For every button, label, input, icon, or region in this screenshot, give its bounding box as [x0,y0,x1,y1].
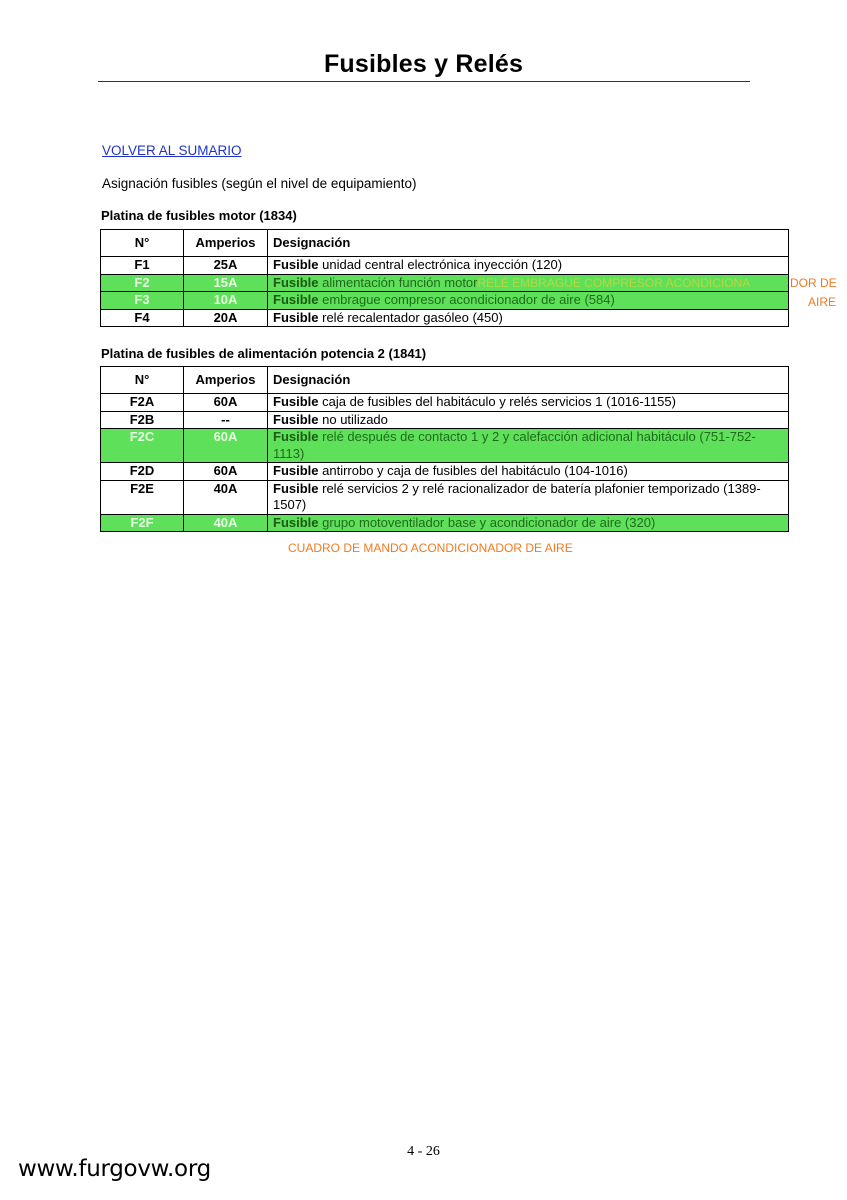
fuse-number: F2A [101,394,184,412]
fuse-label: Fusible [273,394,319,409]
fuse-designation [268,429,789,463]
annotation-tail-1: DOR DE [790,276,837,290]
fuse-designation [268,309,789,327]
fuse-designation [268,463,789,481]
column-header-designation: Designación [268,367,789,394]
fuse-designation [268,514,789,532]
fuse-amperes: 15A [184,274,268,292]
annotation-tail-2: AIRE [808,295,837,309]
fuse-amperes: 25A [184,257,268,275]
fuse-number: F4 [101,309,184,327]
fuse-description: unidad central electrónica inyección (120) [318,257,563,272]
fuse-table-motor [100,229,789,327]
fuse-number: F2D [101,463,184,481]
fuse-label: Fusible [273,309,319,325]
table-row [101,274,789,292]
fuse-number: F1 [101,257,184,275]
annotation-climate-control: CUADRO DE MANDO ACONDICIONADOR DE AIRE [288,541,573,555]
fuse-amperes: 60A [184,394,268,412]
fuse-description: antirrobo y caja de fusibles del habitáculo (104-1016) [318,463,628,478]
fuse-description: relé después de contacto 1 y 2 y calefacción adicional habitáculo (751-752-1113) [273,429,756,461]
fuse-label: Fusible [273,480,319,496]
fuse-description: relé recalentador gasóleo (450) [318,309,503,325]
table-header-row [101,367,789,394]
watermark: www.furgovw.org [18,1156,211,1182]
table-row [101,394,789,412]
table-row [101,257,789,275]
table2-body [101,394,789,532]
column-header-designation: Designación [268,230,789,257]
table-row [101,309,789,327]
column-header-no: N° [101,230,184,257]
fuse-description: caja de fusibles del habitáculo y relés servicios 1 (1016-1155) [318,394,676,409]
column-header-amperes: Amperios [184,367,268,394]
fuse-amperes: 60A [184,429,268,463]
fuse-number: F2C [101,429,184,463]
fuse-amperes: 20A [184,309,268,327]
table-row [101,463,789,481]
fuse-description: embrague compresor acondicionador de aire (584) [318,292,615,307]
fuse-label: Fusible [273,274,319,290]
fuse-designation [268,257,789,275]
fuse-label: Fusible [273,429,319,444]
page-title: Fusibles y Relés [323,50,524,78]
fuse-description: grupo motoventilador base y acondicionador de aire (320) [318,514,656,530]
fuse-description: no utilizado [318,411,388,427]
table1-body [101,257,789,327]
fuse-amperes: 60A [184,463,268,481]
table-row [101,292,789,310]
fuse-amperes: -- [184,411,268,429]
fuse-label: Fusible [273,411,319,427]
annotation-clutch-relay: RELÉ EMBRAGUE COMPRESOR ACONDICIONA [477,275,751,290]
column-header-amperes: Amperios [184,230,268,257]
fuse-label: Fusible [273,257,319,272]
fuse-designation [268,292,789,310]
table-row [101,514,789,532]
fuse-designation [268,411,789,429]
column-header-no: N° [101,367,184,394]
fuse-table-power [100,366,789,532]
title-divider [98,81,750,82]
table1-title: Platina de fusibles motor (1834) [101,208,297,223]
page-number: 4 - 26 [407,1144,440,1159]
fuse-amperes: 10A [184,292,268,310]
fuse-designation [268,480,789,514]
fuse-designation [268,274,789,292]
table-row [101,480,789,514]
fuse-number: F2F [101,514,184,532]
fuse-number: F2 [101,274,184,292]
table-header-row [101,230,789,257]
table2-title: Platina de fusibles de alimentación potencia 2 (1841) [101,346,427,361]
fuse-description: alimentación función motor [318,274,478,290]
table-row [101,429,789,463]
fuse-description: relé servicios 2 y relé racionalizador de batería plafonier temporizado (1389-1507) [273,480,761,512]
intro-text: Asignación fusibles (según el nivel de equipamiento) [102,176,417,191]
back-to-summary-link[interactable]: VOLVER AL SUMARIO [102,143,242,158]
table-row [101,411,789,429]
fuse-amperes: 40A [184,514,268,532]
fuse-number: F2B [101,411,184,429]
fuse-label: Fusible [273,514,319,530]
fuse-number: F3 [101,292,184,310]
fuse-amperes: 40A [184,480,268,514]
fuse-number: F2E [101,480,184,514]
fuse-designation [268,394,789,412]
fuse-label: Fusible [273,292,319,307]
fuse-label: Fusible [273,463,319,478]
